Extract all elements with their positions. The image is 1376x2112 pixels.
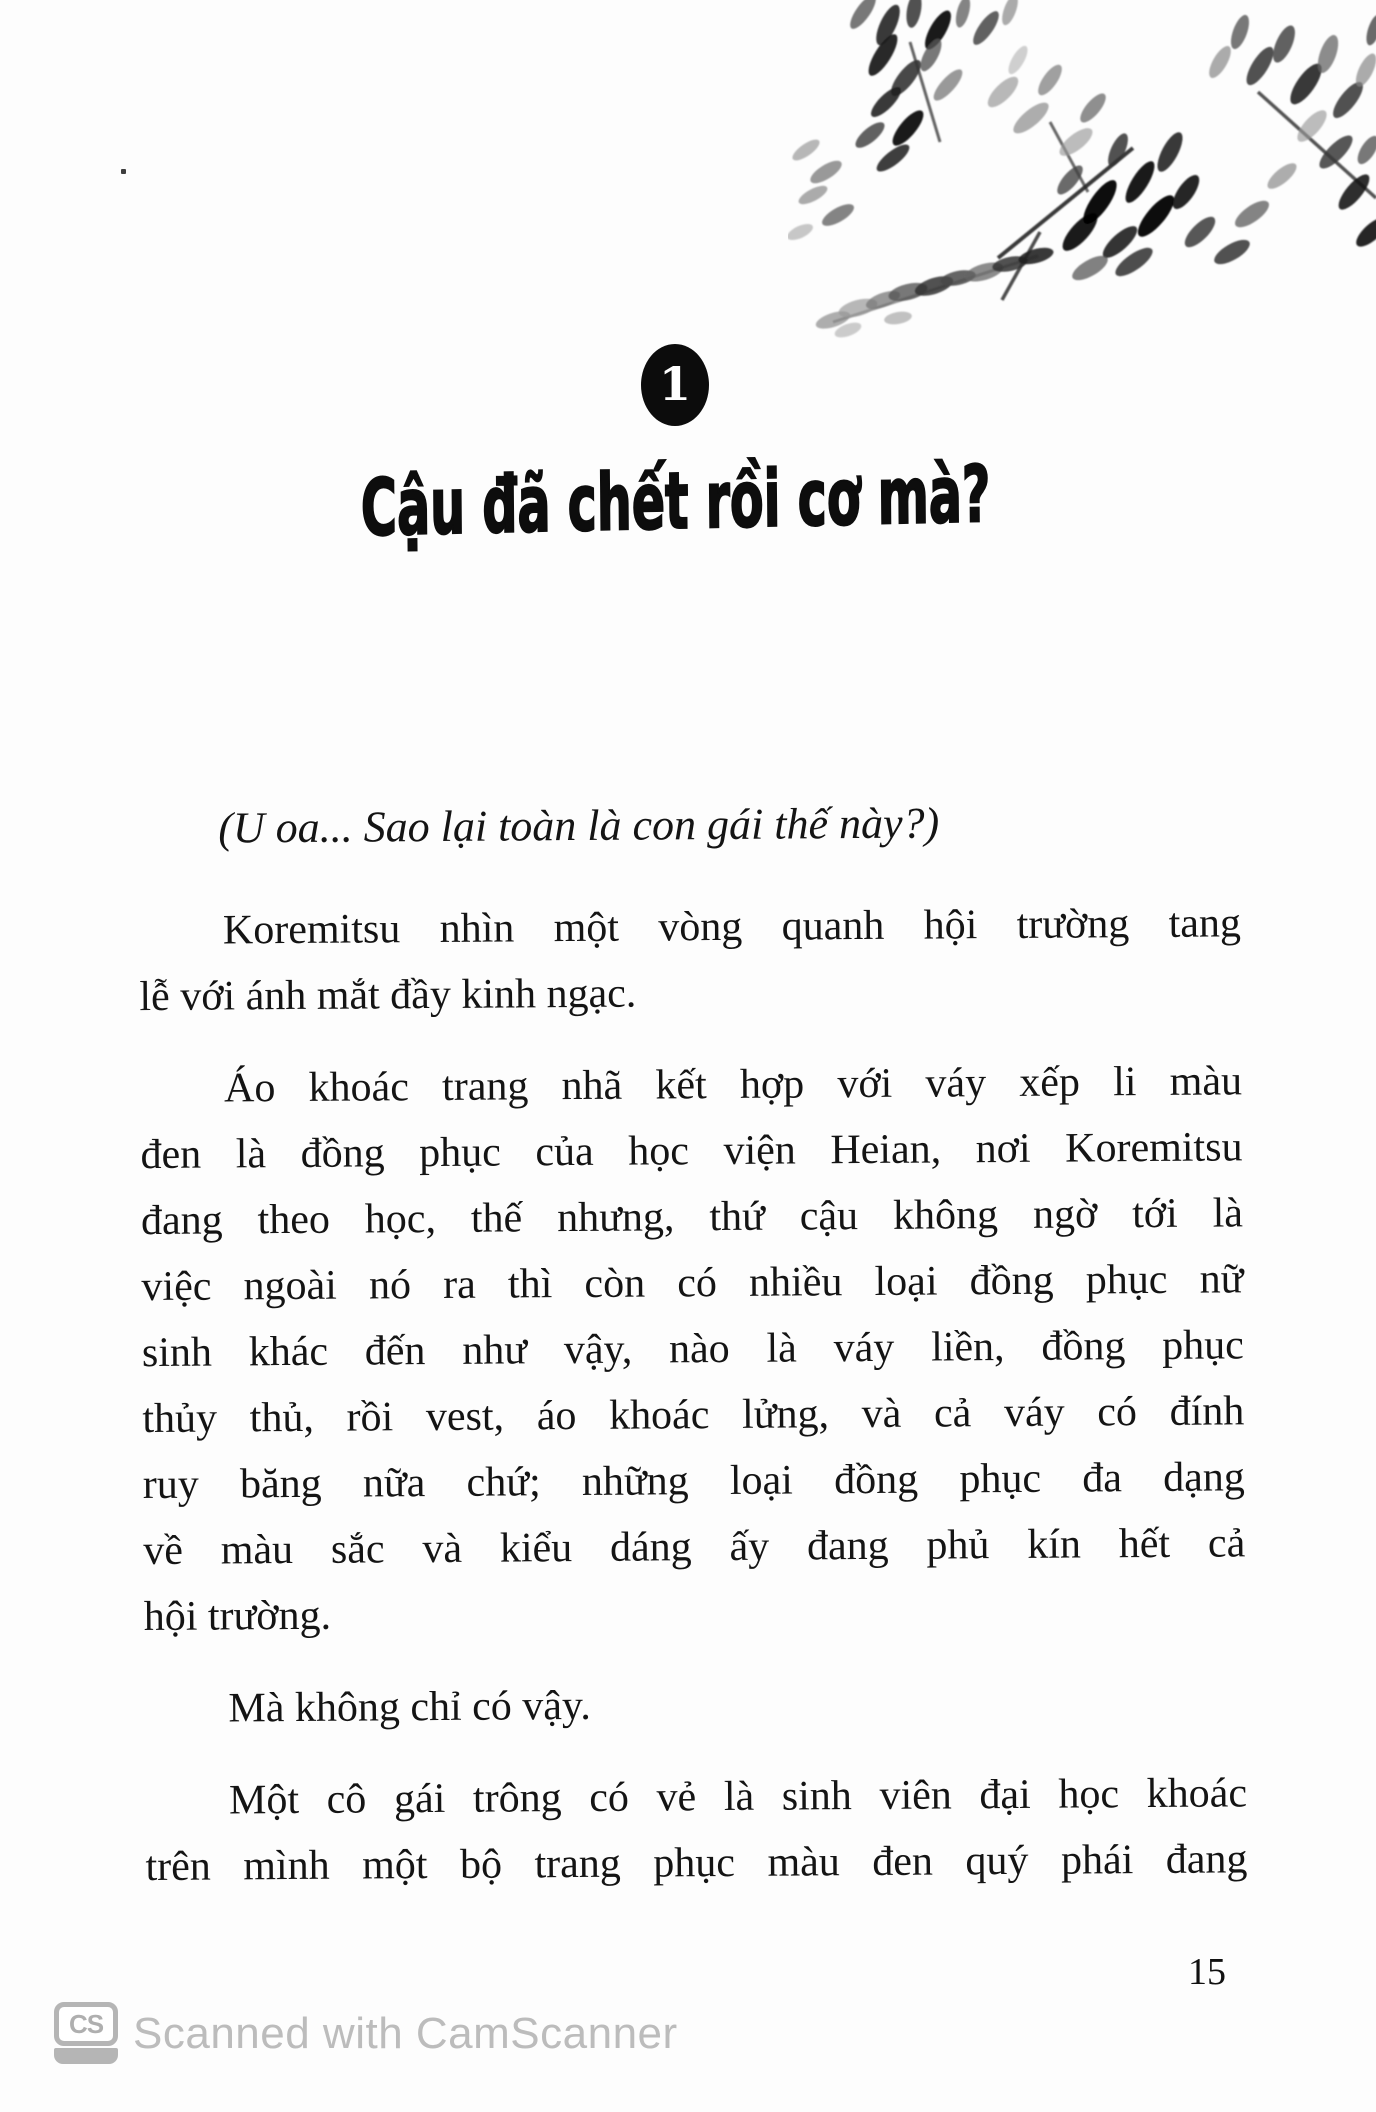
text-line: đen là đồng phục của học viện Heian, nơi Koremitsu: [140, 1124, 1243, 1179]
thought-line: (U oa... Sao lại toàn là con gái thế này?): [218, 798, 940, 853]
scan-dust-speck: [121, 169, 126, 174]
text-line: ruy băng nữa chứ; những loại đồng phục đa dạng: [142, 1454, 1245, 1509]
text-line: Một cô gái trông có vẻ là sinh viên đại học khoác: [228, 1770, 1248, 1824]
body-paragraphs: [139, 890, 1248, 1900]
text-line: thủy thủ, rồi vest, áo khoác lửng, và cả váy có đính: [142, 1388, 1245, 1443]
camscanner-logo-base: [54, 2048, 118, 2064]
camscanner-logo-text: CS: [68, 2008, 104, 2039]
camscanner-logo-box: [54, 2002, 118, 2046]
chapter-title: Cậu đã chết rồi cơ mà?: [360, 450, 992, 554]
text-line: đang theo học, thế nhưng, thứ cậu không ngờ tới là: [140, 1190, 1244, 1245]
paragraph: [145, 1760, 1248, 1900]
paragraph: [139, 890, 1242, 1030]
camscanner-watermark-label: Scanned with CamScanner: [133, 2009, 678, 2058]
text-line: về màu sắc và kiểu dáng ấy đang phủ kín hết cả: [143, 1520, 1246, 1575]
paragraph: [140, 1048, 1246, 1650]
chapter-number-badge: [641, 344, 709, 426]
text-line: Mà không chỉ có vậy.: [228, 1682, 591, 1732]
camscanner-logo-icon: [54, 2002, 118, 2064]
body-text: [138, 788, 1248, 1926]
text-line: lễ với ánh mắt đầy kinh ngạc.: [139, 970, 637, 1021]
text-line: sinh khác đến như vậy, nào là váy liền, đồng phục: [141, 1322, 1245, 1377]
leaf-branch-illustration: [788, 0, 1376, 345]
page-number: 15: [1188, 1951, 1226, 1993]
chapter-number: 1: [658, 357, 691, 411]
text-line: Koremitsu nhìn một vòng quanh hội trường tang: [222, 900, 1242, 954]
text-line: Áo khoác trang nhã kết hợp với váy xếp li màu: [223, 1058, 1243, 1112]
paragraph: [144, 1668, 1246, 1742]
text-line: hội trường.: [143, 1592, 332, 1641]
text-line: trên mình một bộ trang phục màu đen quý phái đang: [145, 1836, 1248, 1891]
text-line: việc ngoài nó ra thì còn có nhiều loại đồng phục nữ: [141, 1256, 1244, 1311]
